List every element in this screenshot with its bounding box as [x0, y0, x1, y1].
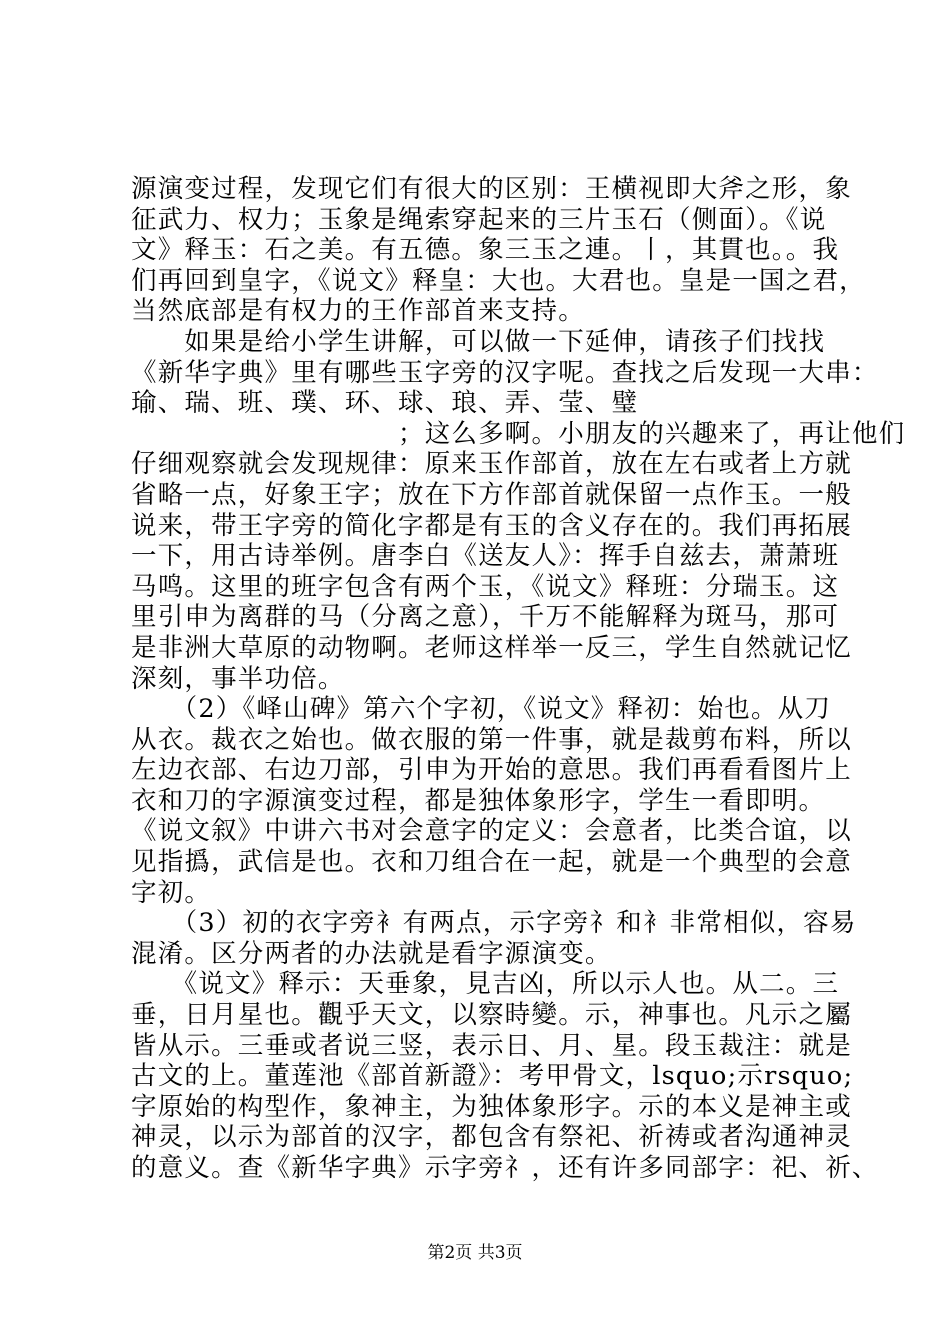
- text-line: 的意义。查《新华字典》示字旁礻，还有许多同部字：祀、祈、: [131, 1153, 879, 1183]
- text-line: ；这么多啊。小朋友的兴趣来了，再让他们: [131, 418, 906, 449]
- text-line: 们再回到皇字，《说文》释皇：大也。大君也。皇是一国之君，: [131, 265, 866, 296]
- text-line: 深刻，事半功倍。: [131, 663, 345, 694]
- text-line: 《说文》释示：天垂象，見吉凶，所以示人也。从二。三: [131, 969, 840, 1000]
- text-line: 仔细观察就会发现规律：原来玉作部首，放在左右或者上方就: [131, 449, 852, 480]
- text-line: 《新华字典》里有哪些玉字旁的汉字呢。查找之后发现一大串：: [131, 357, 879, 388]
- text-line: 字原始的构型作，象神主，为独体象形字。示的本义是神主或: [131, 1091, 852, 1122]
- text-line: 古文的上。董莲池《部首新證》：考甲骨文，lsquo;示rsquo;: [131, 1061, 854, 1092]
- text-line: 字初。: [131, 877, 212, 908]
- body-text: [131, 174, 906, 1184]
- text-line: 源演变过程，发现它们有很大的区别：王横视即大斧之形，象: [131, 174, 852, 204]
- text-line: 一下，用古诗举例。唐李白《送友人》：挥手自兹去，萧萧班: [131, 541, 840, 572]
- text-line: 《说文叙》中讲六书对会意字的定义：会意者，比类合谊，以: [131, 816, 852, 847]
- text-line: 里引申为离群的马（分离之意），千万不能解释为斑马，那可: [131, 602, 840, 633]
- text-line: 如果是给小学生讲解，可以做一下延伸，请孩子们找找: [131, 326, 826, 357]
- page-number-footer: 第2页 共3页: [427, 1243, 523, 1263]
- text-line: （3）初的衣字旁衤有两点，示字旁礻和衤非常相似，容易: [131, 908, 857, 939]
- text-line: 左边衣部、右边刀部，引申为开始的意思。我们再看看图片上: [131, 755, 852, 786]
- text-line: 混淆。区分两者的办法就是看字源演变。: [131, 938, 612, 969]
- text-line: 是非洲大草原的动物啊。老师这样举一反三，学生自然就记忆: [131, 632, 852, 663]
- text-line: 垂，日月星也。觀乎天文，以察時變。示，神事也。凡示之屬: [131, 1000, 852, 1031]
- text-line: 从衣。裁衣之始也。做衣服的第一件事，就是裁剪布料，所以: [131, 724, 852, 755]
- text-line: 文》释玉：石之美。有五德。象三玉之連。丨，其貫也。。我: [131, 235, 840, 266]
- text-line: 神灵，以示为部首的汉字，都包含有祭祀、祈祷或者沟通神灵: [131, 1122, 852, 1153]
- text-line: 省略一点，好象王字；放在下方作部首就保留一点作玉。一般: [131, 479, 852, 510]
- text-line: 征武力、权力；玉象是绳索穿起来的三片玉石（侧面）。《说: [131, 204, 827, 235]
- text-line: 瑜、瑞、班、璞、环、球、琅、弄、莹、璧: [131, 388, 639, 419]
- text-line: 衣和刀的字源演变过程，都是独体象形字，学生一看即明。: [131, 785, 826, 816]
- text-line: 说来，带王字旁的简化字都是有玉的含义存在的。我们再拓展: [131, 510, 852, 541]
- text-line: 当然底部是有权力的王作部首来支持。: [131, 296, 585, 327]
- text-line: 皆从示。三垂或者说三竖，表示日、月、星。段玉裁注：就是: [131, 1030, 852, 1061]
- text-line: （2）《峄山碑》第六个字初，《说文》释初：始也。从刀: [131, 694, 832, 725]
- text-line: 马鸣。这里的班字包含有两个玉，《说文》释班：分瑞玉。这: [131, 571, 840, 602]
- text-line: 见指撝，武信是也。衣和刀组合在一起，就是一个典型的会意: [131, 847, 852, 878]
